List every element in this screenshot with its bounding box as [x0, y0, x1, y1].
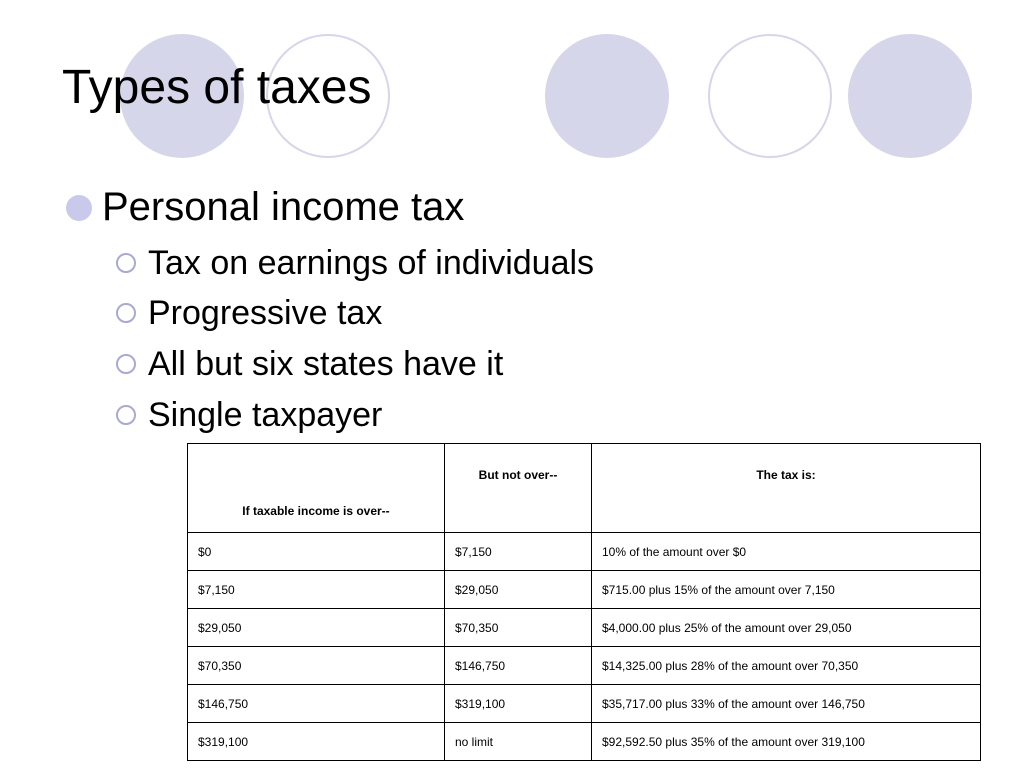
table-row: [188, 685, 981, 723]
slide-title: Types of taxes: [62, 61, 372, 114]
main-bullet-text: Personal income tax: [102, 185, 465, 229]
cell-not-over: $29,050: [445, 571, 592, 609]
cell-tax: $92,592.50 plus 35% of the amount over 319,100: [592, 723, 981, 761]
sub-bullet-text: All but six states have it: [148, 345, 504, 383]
table-row: [188, 647, 981, 685]
header-income-over: If taxable income is over--: [188, 444, 445, 533]
table-row: [188, 723, 981, 761]
table-header-row: [188, 444, 981, 533]
cell-tax: $715.00 plus 15% of the amount over 7,150: [592, 571, 981, 609]
decorative-circle-filled: [545, 34, 669, 158]
cell-income-over: $29,050: [188, 609, 445, 647]
sub-bullet-text: Tax on earnings of individuals: [148, 244, 595, 282]
ring-bullet-icon: [116, 303, 136, 323]
ring-bullet-icon: [116, 405, 136, 425]
table-row: [188, 609, 981, 647]
cell-not-over: $146,750: [445, 647, 592, 685]
decorative-circle-outline: [708, 34, 832, 158]
cell-income-over: $319,100: [188, 723, 445, 761]
cell-not-over: no limit: [445, 723, 592, 761]
header-not-over: But not over--: [445, 444, 592, 533]
cell-tax: $14,325.00 plus 28% of the amount over 70,350: [592, 647, 981, 685]
table-row: [188, 533, 981, 571]
sub-bullet-text: Progressive tax: [148, 294, 383, 332]
decorative-circle-filled: [848, 34, 972, 158]
cell-tax: 10% of the amount over $0: [592, 533, 981, 571]
cell-income-over: $7,150: [188, 571, 445, 609]
cell-tax: $35,717.00 plus 33% of the amount over 146,750: [592, 685, 981, 723]
header-tax-is: The tax is:: [592, 444, 981, 533]
ring-bullet-icon: [116, 354, 136, 374]
cell-income-over: $146,750: [188, 685, 445, 723]
cell-income-over: $70,350: [188, 647, 445, 685]
ring-bullet-icon: [116, 253, 136, 273]
filled-bullet-icon: [66, 195, 92, 221]
cell-not-over: $70,350: [445, 609, 592, 647]
cell-not-over: $7,150: [445, 533, 592, 571]
sub-bullet-text: Single taxpayer: [148, 396, 383, 434]
table-row: [188, 571, 981, 609]
cell-income-over: $0: [188, 533, 445, 571]
cell-tax: $4,000.00 plus 25% of the amount over 29,050: [592, 609, 981, 647]
cell-not-over: $319,100: [445, 685, 592, 723]
tax-bracket-table: [187, 443, 981, 761]
